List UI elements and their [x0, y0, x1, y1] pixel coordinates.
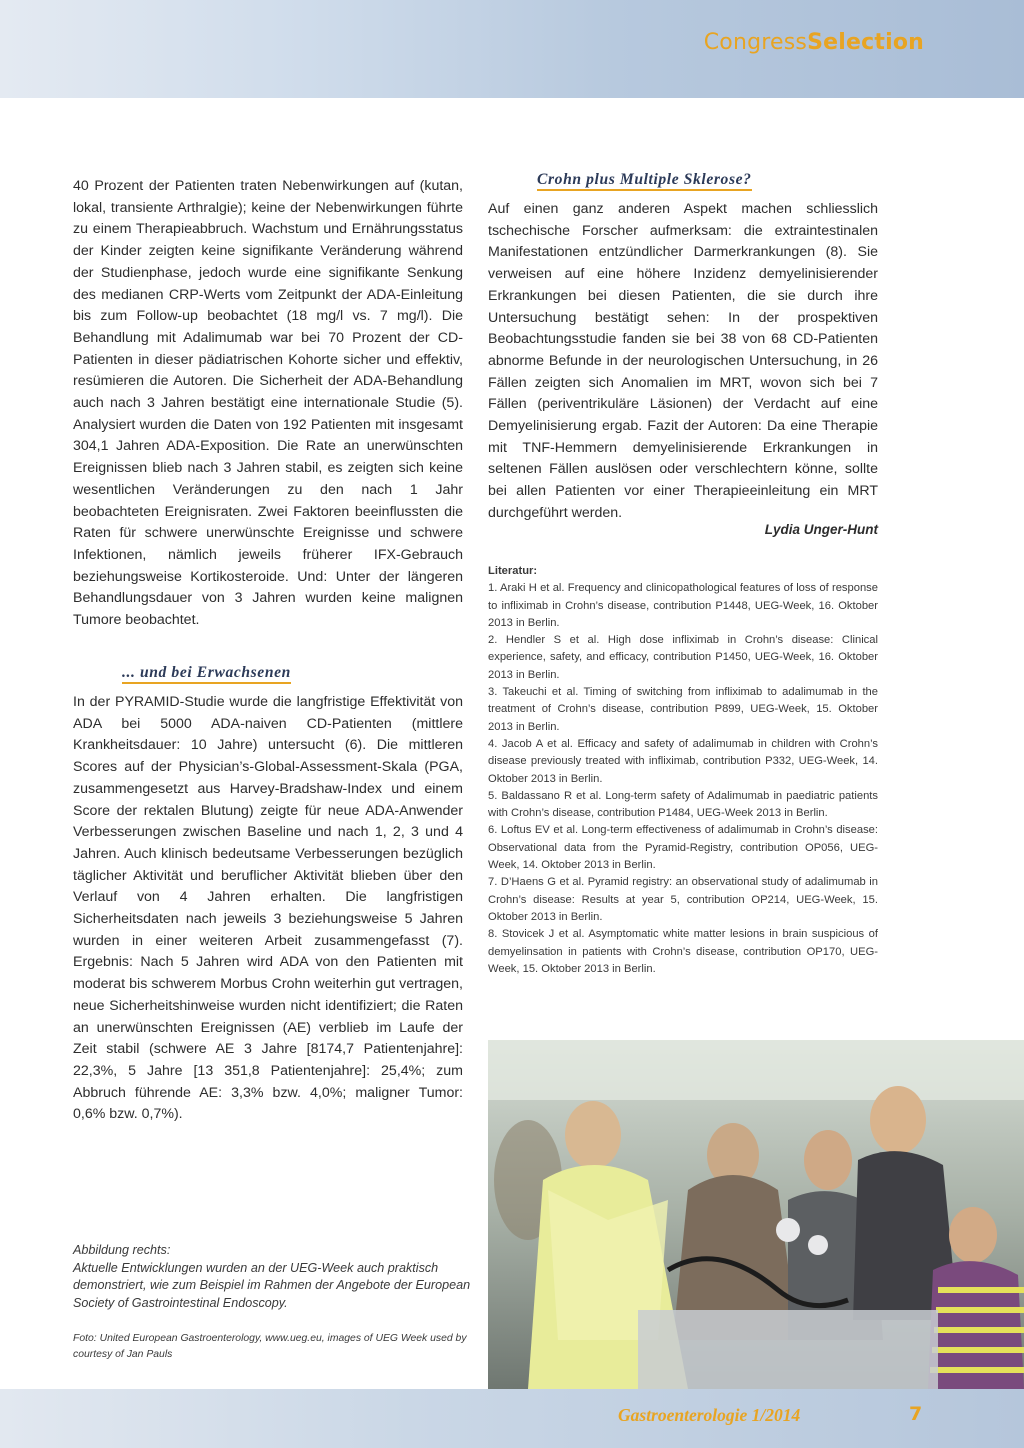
- section-heading-adults: ... und bei Erwachsenen: [122, 664, 291, 684]
- right-paragraph: Auf einen ganz anderen Aspekt machen schliesslich tschechische Forscher aufmerksam: die extraintestinalen Manifestationen entzündlicher Darmerkrankungen (8). Sie verweisen auf eine höhere Inzidenz demyelinisierender Erkrankungen bei diesen Patienten, die sie durch ihre Untersuchung bestätigt sehen: In der prospektiven Beobachtungsstudie fanden sie bei 38 von 68 CD-Patienten abnorme Befunde in der neurologischen Untersuchung, in 26 Fällen zeigten sich Anomalien im MRT, wovon sich bei 7 Fällen (periventrikuläre Läsionen) der Verdacht auf eine Demyelinisierung ergab. Fazit der Autoren: Da eine Therapie mit TNF-Hemmern demyelinisierende Erkrankungen in seltenen Fällen auslösen oder verschlechtern könne, sollte bei allen Patienten vor einer Therapieeinleitung ein MRT durchgeführt werden.: [488, 201, 878, 521]
- brand-light: Congress: [703, 30, 808, 55]
- footer-band: [0, 1389, 1024, 1448]
- page-number: 7: [909, 1403, 923, 1425]
- endoscopy-workshop-photo: [488, 1040, 1024, 1389]
- photo-credit: Foto: United European Gastroenterology, www.ueg.eu, images of UEG Week used by courtesy of Jan Pauls: [73, 1333, 467, 1360]
- photo-illustration: [488, 1040, 1024, 1389]
- reference-item: 3. Takeuchi et al. Timing of switching from infliximab to adalimumab in the treatment of Crohn’s disease, contribution P899, UEG-Week, 15. Oktober 2013 in Berlin.: [488, 686, 878, 733]
- reference-item: 1. Araki H et al. Frequency and clinicopathological features of loss of response to infliximab in Crohn’s disease, contribution P1448, UEG-Week, 16. Oktober 2013 in Berlin.: [488, 582, 878, 629]
- author-signature: Lydia Unger-Hunt: [764, 522, 878, 537]
- reference-item: 6. Loftus EV et al. Long-term effectiveness of adalimumab in Crohn’s disease: Observational data from the Pyramid-Registry, contribution OP056, UEG-Week, 14. Oktober 2013 in Berlin.: [488, 824, 878, 872]
- brand-logo: [704, 30, 924, 55]
- left-paragraph-1: 40 Prozent der Patienten traten Nebenwirkungen auf (kutan, lokal, transiente Arthralgie); keine der Nebenwirkungen führte zu einem Therapieabbruch. Wachstum und Ernährungsstatus der Kinder zeigten keine signifikante Veränderung während der Studienphase, jedoch wurde eine signifikante Senkung des medianen CRP-Werts vom Zeitpunkt der ADA-Einleitung bis zum Follow-up beobachtet (18 mg/l vs. 7 mg/l). Die Behandlung mit Adalimumab war bei 70 Prozent der CD-Patienten in dieser pädiatrischen Kohorte sicher und effektiv, resümieren die Autoren. Die Sicherheit der ADA-Behandlung auch nach 3 Jahren bestätigt eine internationale Studie (5). Analysiert wurden die Daten von 192 Patienten mit insgesamt 304,1 Jahren ADA-Exposition. Die Rate an unerwünschten Ereignissen blieb nach 3 Jahren stabil, es zeigten sich keine wesentlichen Veränderungen zu den nach 1 Jahr beobachteten Ereignisraten. Zwei Faktoren beeinflussten die Raten für schwere unerwünschte Ereignisse und schwere Infektionen, nämlich jeweils früherer IFX-Gebrauch beziehungsweise Kortikosteroide. Und: Unter der längeren Behandlungsdauer von 3 Jahren wurden keine malignen Tumore beobachtet.: [73, 178, 463, 629]
- reference-item: 4. Jacob A et al. Efficacy and safety of adalimumab in children with Crohn’s disease previously treated with infliximab, contribution P332, UEG-Week, 14. Oktober 2013 in Berlin.: [488, 737, 878, 785]
- left-column-body: [73, 176, 463, 632]
- right-column-body: [488, 199, 878, 525]
- reference-item: 7. D’Haens G et al. Pyramid registry: an observational study of adalimumab in Crohn’s disease: Results at year 5, contribution OP214, UEG-Week, 15. Oktober 2013 in Berlin.: [488, 876, 878, 923]
- left-paragraph-2: In der PYRAMID-Studie wurde die langfristige Effektivität von ADA bei 5000 ADA-naiven CD-Patienten (mittlere Krankheitsdauer: 10 Jahre) untersucht (6). Die mittleren Scores auf der Physician’s-Global-Assessment-Skala (PGA, zusammengesetzt aus Harvey-Bradshaw-Index und einem Score der rektalen Blutung) zeigte für neue ADA-Anwender Verbesserungen zwischen Baseline und nach 1, 2, 3 und 4 Jahren. Auch klinisch bedeutsame Verbesserungen bezüglich täglicher Aktivität und beruflicher Aktivität blieben über den Verlauf von 4 Jahren erhalten. Die langfristigen Sicherheitsdaten nach jeweils 3 beziehungsweise 5 Jahren wurden in einer weiteren Arbeit zusammengefasst (7). Ergebnis: Nach 5 Jahren wird ADA von den Patienten mit moderat bis schwerem Morbus Crohn weiterhin gut vertragen, neue Sicherheitshinweise wurden nicht identifiziert; die Raten an unerwünschten Ereignissen (AE) verblieb im Laufe der Zeit stabil (schwere AE 3 Jahre [8174,7 Patientenjahre]: 22,3%, 5 Jahre [13 351,8 Patientenjahre]: 25,4%; zum Abbruch führende AE: 3,3% bzw. 4,0%; maligner Tumor: 0,6% bzw. 0,7%).: [73, 694, 463, 1123]
- reference-item: 5. Baldassano R et al. Long-term safety of Adalimumab in paediatric patients with Crohn’s disease, contribution P1484, UEG-Week 2013 in Berlin.: [488, 789, 878, 820]
- references-title: Literatur:: [488, 565, 538, 577]
- section-heading-ms: Crohn plus Multiple Sklerose?: [537, 171, 752, 191]
- image-caption: [73, 1242, 473, 1312]
- caption-label: Abbildung rechts:: [73, 1243, 171, 1257]
- references: [488, 563, 878, 978]
- reference-item: 8. Stovicek J et al. Asymptomatic white matter lesions in brain suspicious of demyelinsation in patients with Crohn’s disease, contribution OP170, UEG-Week, 15. Oktober 2013 in Berlin.: [488, 928, 878, 975]
- reference-item: 2. Hendler S et al. High dose infliximab in Crohn’s disease: Clinical experience, safety, and efficacy, contribution P1450, UEG-Week, 16. Oktober 2013 in Berlin.: [488, 634, 878, 681]
- left-column-body-2: [73, 692, 463, 1126]
- brand-bold: Selection: [807, 30, 924, 55]
- caption-text: Aktuelle Entwicklungen wurden an der UEG-Week auch praktisch demonstriert, wie zum Beispiel im Rahmen der Angebote der European Society of Gastrointestinal Endoscopy.: [73, 1260, 471, 1310]
- journal-title: Gastroenterologie 1/2014: [618, 1405, 801, 1425]
